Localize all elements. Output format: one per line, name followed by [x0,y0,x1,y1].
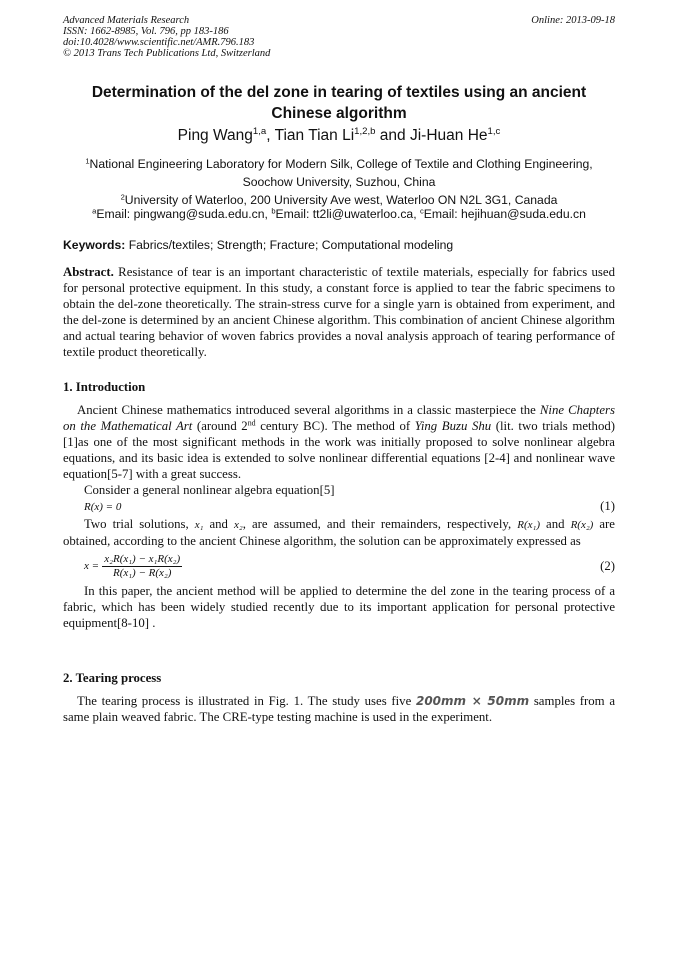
affiliation-2 [63,193,615,208]
abstract [63,264,615,360]
book-title: Nine Chapters on the Mathematical Art [63,403,615,433]
paragraph-text: and [203,517,234,531]
paragraph-text: The tearing process is illustrated in Fig. 1. The study uses five [77,694,416,708]
doi: doi:10.4028/www.scientific.net/AMR.796.183 [63,37,255,48]
paragraph-text: samples from a same plain weaved fabric. The CRE-type testing machine is used in the experiment. [63,694,615,724]
paragraph-text: , are assumed, and their remainders, respectively, [242,517,518,531]
author-superscript: 1,c [487,126,501,138]
equation-2-number: (2) [600,559,615,573]
introduction-body [63,402,615,631]
paragraph-text: are obtained, according to the ancient Chinese algorithm, the solution can be approximately expressed as [63,517,615,548]
affiliation-text: University of Waterloo, 200 University Ave west, Waterloo ON N2L 3G1, Canada [124,193,558,207]
author-separator: and [375,127,410,144]
section-1-heading: 1. Introduction [63,380,146,394]
paragraph-text: Two trial solutions, [84,517,195,531]
tearing-paragraph [63,693,615,725]
ordinal-superscript: nd [247,418,256,428]
math-symbol: x₂ [233,519,243,531]
author-list [63,126,615,146]
paragraph-text: Ancient Chinese mathematics introduced several algorithms in a classic masterpiece the [77,403,540,417]
author-superscript: 1,a [252,126,267,138]
email-text: Email: hejihuan@suda.edu.cn [423,207,586,221]
issn: ISSN: 1662-8985, Vol. 796, pp 183-186 [63,26,229,37]
journal-header [63,15,615,59]
paragraph-text: (lit. two trials method)[1]as one of the most significant methods in the work was initially proposed to solve nonlinear algebra equations, and its basic idea is extended to solve nonlinear differential equations [2-4] and nonlinear wave equation[5-7] with a great success. [63,419,616,481]
keywords-text: Fabrics/textiles; Strength; Fracture; Computational modeling [125,238,454,252]
intro-paragraph-2: Consider a general nonlinear algebra equation[5] [84,483,335,497]
paragraph-text: century BC). The method of [255,419,415,433]
intro-paragraph-4: In this paper, the ancient method will be applied to determine the del zone in the tearing process of a fabric, which has been widely studied recently due to its important application for personal protective equipment[8-10] . [63,584,615,630]
keywords-label: Keywords: [63,238,126,252]
author-name: Ping Wang [177,127,253,144]
keywords [63,238,615,253]
fraction-denominator: R(x₁) − R(x₂) [112,566,172,579]
method-name: Ying Buzu Shu [414,419,492,433]
equation-1-number: (1) [600,499,615,513]
journal-name: Advanced Materials Research [63,15,190,26]
email-superscript: c [419,206,424,216]
intro-paragraph-1 [63,402,615,482]
email-list [63,207,615,222]
equation-1 [63,498,615,516]
intro-paragraph-3 [63,516,615,549]
fraction-numerator: x₂R(x₁) − x₁R(x₂) [104,552,181,565]
equation-1-expression: R(x) = 0 [84,501,122,513]
author-separator: , [266,127,275,144]
abstract-label: Abstract. [63,265,114,279]
paragraph-text: (around 2 [192,419,248,433]
author-superscript: 1,2,b [354,126,376,138]
affiliation-superscript: 2 [120,192,125,202]
affiliation-superscript: 1 [85,156,90,166]
email-text: Email: tt2li@uwaterloo.ca, [275,207,420,221]
sample-size: 200mm × 50mm [415,694,530,708]
email-superscript: a [92,206,97,216]
equation-2-fraction [102,553,182,580]
author-name: Ji-Huan He [409,127,488,144]
online-date: Online: 2013-09-18 [531,15,615,26]
math-symbol: R(x₂) [570,519,594,531]
paper-title: Determination of the del zone in tearing of textiles using an ancient Chinese algorithm [91,84,587,122]
affiliation-1 [63,155,615,191]
math-symbol: R(x₁) [517,519,540,531]
section-2-heading: 2. Tearing process [63,671,162,685]
copyright: © 2013 Trans Tech Publications Ltd, Switzerland [63,48,271,59]
paragraph-text: and [540,517,571,531]
equation-2-lhs: x = [84,560,100,572]
math-symbol: x₁ [194,519,204,531]
affiliation-text: National Engineering Laboratory for Modern Silk, College of Textile and Clothing Engineering, Soochow University, Suzhou, China [89,157,593,189]
author-name: Tian Tian Li [274,127,355,144]
abstract-text: Resistance of tear is an important characteristic of textile materials, especially for fabrics used for personal protective equipment. In this study, a constant force is applied to tear the fabric specimens to obtain the del-zone theoretically. The strain-stress curve for a single yarn is obtained from experiment, and the del-zone is determined by an ancient Chinese algorithm. This combination of ancient Chinese algorithm and actual tearing behavior of woven fabrics provides a noval analysis approach of tearing performance of textile product theoretically. [63,265,615,359]
email-superscript: b [271,206,276,216]
email-text: Email: pingwang@suda.edu.cn, [96,207,272,221]
equation-2 [63,549,615,583]
